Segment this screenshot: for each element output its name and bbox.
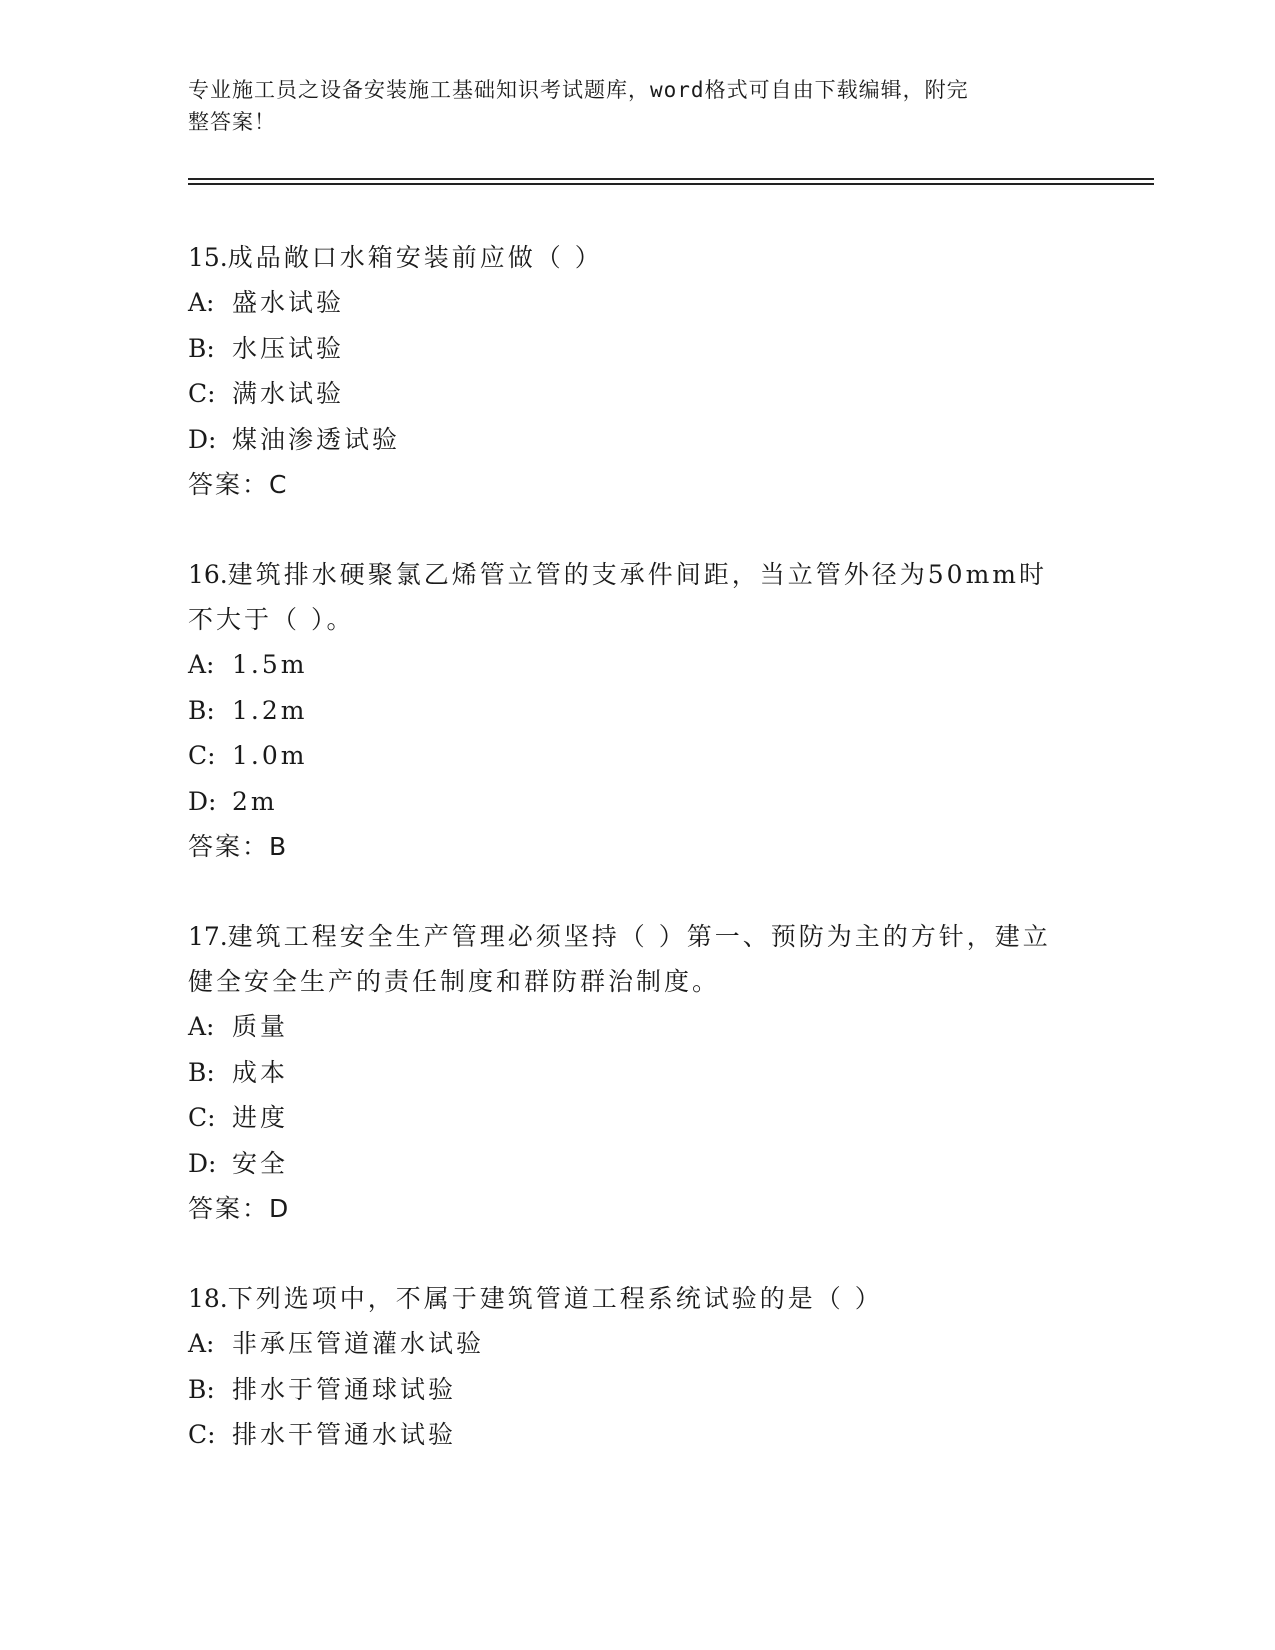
question-17 (188, 914, 1068, 1232)
option-a (188, 1321, 1068, 1367)
option-text: 1.2m (232, 695, 308, 725)
question-body: 下列选项中，不属于建筑管道工程系统试验的是（ ） (227, 1284, 883, 1313)
answer-line: 答案：D (188, 1194, 291, 1223)
option-text: 盛水试验 (232, 288, 345, 317)
option-text: 2m (232, 786, 278, 816)
option-b (188, 1050, 1068, 1096)
question-number: 16. (188, 560, 228, 589)
option-key: A: (188, 288, 215, 317)
option-text: 煤油渗透试验 (232, 424, 401, 454)
option-text: 进度 (232, 1103, 289, 1132)
question-body: 建筑工程安全生产管理必须坚持（ ）第一、预防为主的方针，建立健全安全生产的责任制度和群防群治制度。 (188, 922, 1051, 996)
option-text: 非承压管道灌水试验 (232, 1329, 485, 1358)
option-c (188, 371, 1068, 417)
option-key: C: (188, 1103, 216, 1132)
option-text: 排水于管通球试验 (232, 1374, 457, 1404)
option-text: 成本 (232, 1057, 289, 1087)
option-text: 安全 (232, 1148, 289, 1178)
option-d (188, 417, 1068, 463)
option-key: C: (188, 1420, 216, 1449)
option-key: B: (188, 695, 215, 725)
option-key: D: (188, 424, 217, 454)
option-key: B: (188, 333, 215, 363)
option-d (188, 779, 1068, 825)
document-header (188, 74, 1068, 138)
option-key: C: (188, 741, 216, 770)
option-a (188, 1004, 1068, 1050)
answer-line: 答案：C (188, 470, 289, 499)
header-line-1: 专业施工员之设备安装施工基础知识考试题库，word格式可自由下载编辑，附完 (188, 78, 969, 102)
option-text: 1.0m (232, 741, 308, 770)
question-body: 成品敞口水箱安装前应做（ ） (227, 243, 603, 272)
option-a (188, 280, 1068, 326)
question-body: 建筑排水硬聚氯乙烯管立管的支承件间距，当立管外径为50mm时不大于（ ）。 (188, 560, 1047, 634)
option-key: B: (188, 1057, 215, 1087)
answer-line: 答案：B (188, 832, 289, 861)
option-d (188, 1141, 1068, 1187)
question-number: 18. (188, 1284, 228, 1313)
option-c (188, 1412, 1068, 1458)
question-15 (188, 235, 1068, 508)
question-number: 17. (188, 922, 228, 951)
question-text (188, 552, 1068, 642)
option-b (188, 326, 1068, 372)
option-key: D: (188, 786, 217, 816)
question-text (188, 914, 1068, 1004)
option-c (188, 733, 1068, 779)
question-16 (188, 552, 1068, 870)
option-key: A: (188, 1012, 215, 1041)
option-key: B: (188, 1374, 215, 1404)
header-divider-top (188, 178, 1154, 180)
option-key: A: (188, 650, 215, 679)
option-b (188, 688, 1068, 734)
option-a (188, 642, 1068, 688)
question-text (188, 235, 1068, 280)
option-b (188, 1367, 1068, 1413)
header-line-2: 整答案！ (188, 110, 276, 134)
option-key: A: (188, 1329, 215, 1358)
option-text: 1.5m (232, 650, 308, 679)
question-number: 15. (188, 243, 228, 272)
option-text: 水压试验 (232, 333, 345, 363)
option-text: 满水试验 (232, 379, 345, 408)
question-18 (188, 1276, 1068, 1458)
option-text: 排水干管通水试验 (232, 1420, 457, 1449)
option-key: D: (188, 1148, 217, 1178)
option-c (188, 1095, 1068, 1141)
question-list (188, 235, 1068, 1502)
header-divider-bottom (188, 183, 1154, 185)
option-key: C: (188, 379, 216, 408)
option-text: 质量 (232, 1012, 289, 1041)
question-text (188, 1276, 1068, 1321)
